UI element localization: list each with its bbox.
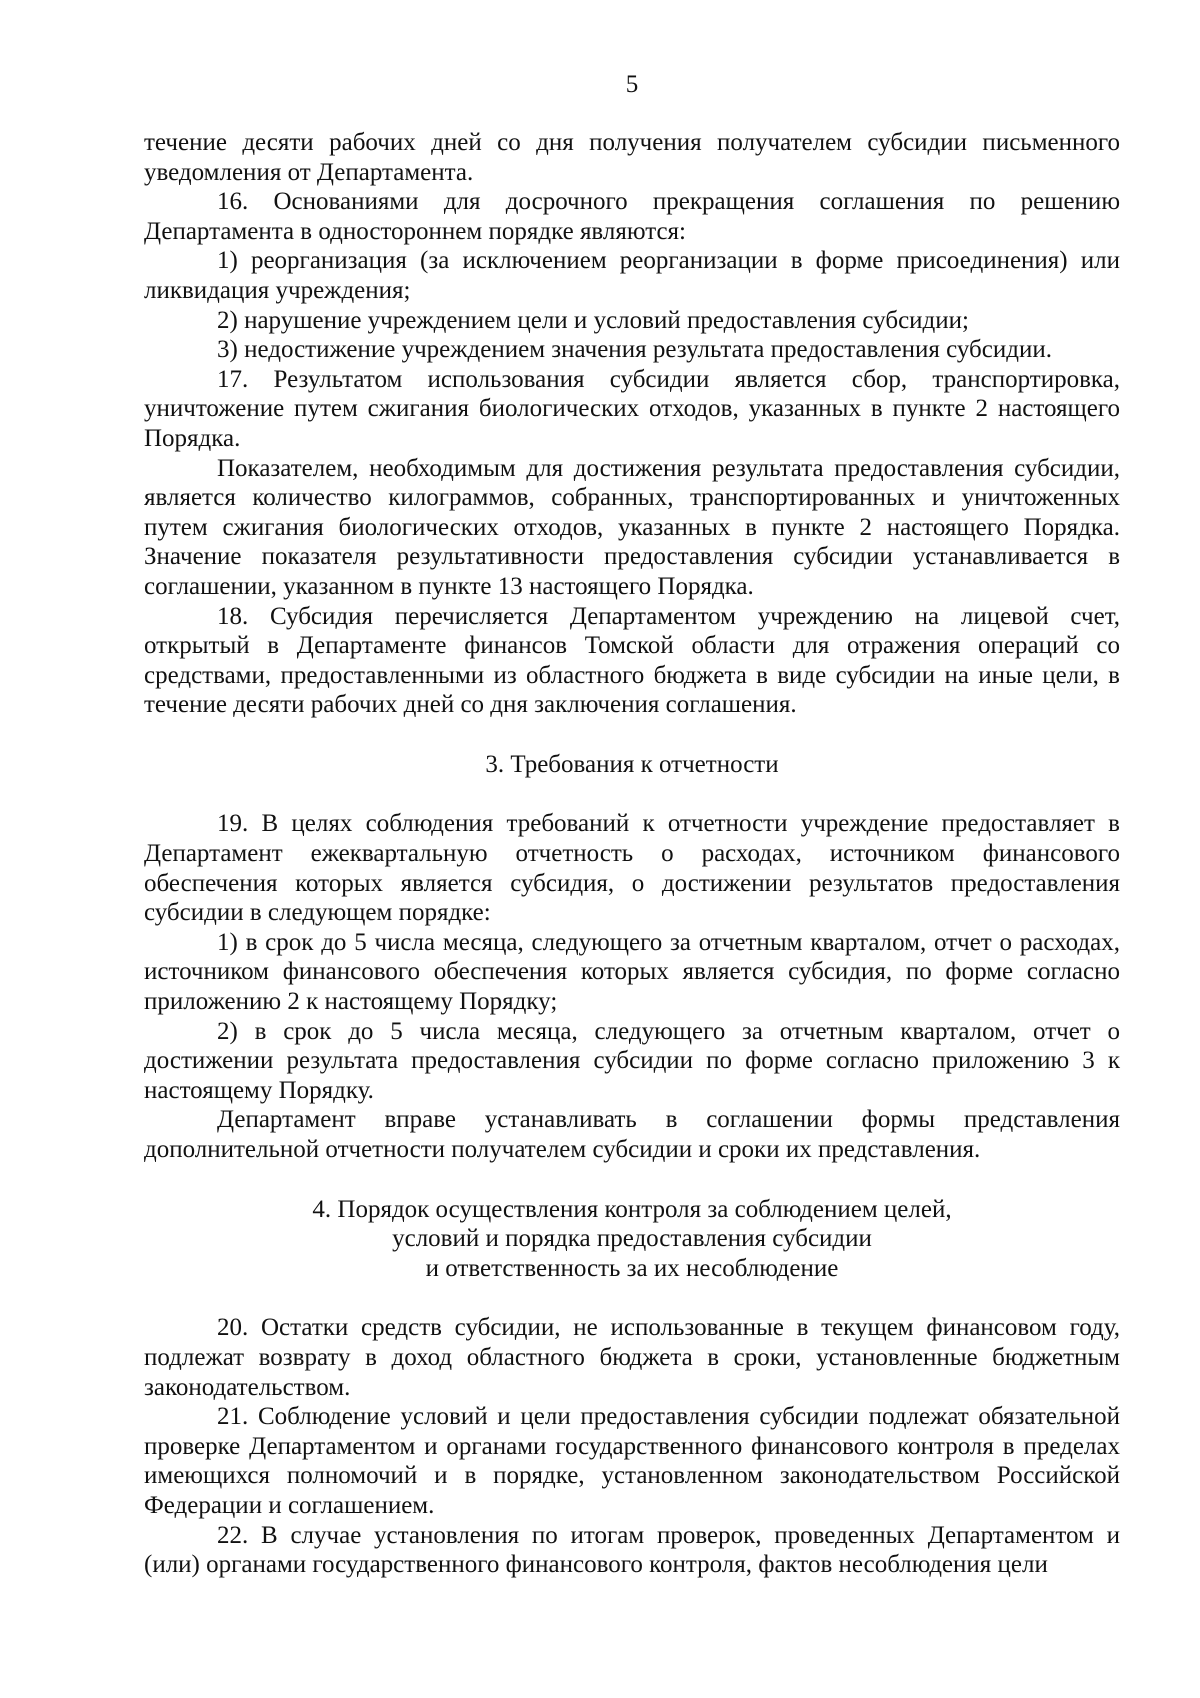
- paragraph-19-item-2: 2) в срок до 5 числа месяца, следующего за отчетным кварталом, отчет о достижении результата предоставления субсидии по форме согласно приложению 3 к настоящему Порядку.: [144, 1017, 1120, 1104]
- section-4-title-line-1: 4. Порядок осуществления контроля за соблюдением целей,: [312, 1195, 952, 1223]
- paragraph-19-item-1: 1) в срок до 5 числа месяца, следующего за отчетным кварталом, отчет о расходах, источником финансового обеспечения которых является субсидия, по форме согласно приложению 2 к настоящему Порядку;: [144, 928, 1120, 1016]
- section-4-title-line-3: и ответственность за их несоблюдение: [425, 1254, 839, 1282]
- page-number: 5: [625, 71, 639, 98]
- paragraph-16: 16. Основаниями для досрочного прекращения соглашения по решению Департамента в одностороннем порядке являются:: [144, 188, 1120, 245]
- section-4-title: [144, 1195, 1120, 1284]
- paragraph-17: 17. Результатом использования субсидии является сбор, транспортировка, уничтожение путем сжигания биологических отходов, указанных в пункте 2 настоящего Порядка.: [144, 365, 1120, 452]
- paragraph-18: 18. Субсидия перечисляется Департаментом учреждению на лицевой счет, открытый в Департаменте финансов Томской области для отражения операций со средствами, предоставленными из областного бюджета в виде субсидии на иные цели, в течение десяти рабочих дней со дня заключения соглашения.: [144, 602, 1120, 719]
- paragraph-16-item-1: 1) реорганизация (за исключением реорганизации в форме присоединения) или ликвидация учреждения;: [144, 247, 1120, 304]
- section-4-title-line-2: условий и порядка предоставления субсидии: [392, 1225, 872, 1253]
- paragraph-19-additional: Департамент вправе устанавливать в соглашении формы представления дополнительной отчетности получателем субсидии и сроки их представления.: [144, 1106, 1120, 1163]
- paragraph-17-indicator: Показателем, необходимым для достижения результата предоставления субсидии, является количество килограммов, собранных, транспортированных и уничтоженных путем сжигания биологических отходов, указанных в пункте 2 настоящего Порядка. Значение показателя результативности предоставления субсидии устанавливается в соглашении, указанном в пункте 13 настоящего Порядка.: [144, 454, 1120, 600]
- paragraph-16-item-3: 3) недостижение учреждением значения результата предоставления субсидии.: [217, 336, 1052, 364]
- document-body: [144, 128, 1120, 1580]
- paragraph-19: 19. В целях соблюдения требований к отчетности учреждение предоставляет в Департамент ежеквартальную отчетность о расходах, источником финансового обеспечения которых является субсидия, о достижении результатов предоставления субсидии в следующем порядке:: [144, 810, 1120, 927]
- paragraph-16-item-2: 2) нарушение учреждением цели и условий предоставления субсидии;: [217, 306, 969, 334]
- paragraph-21: 21. Соблюдение условий и цели предоставления субсидии подлежат обязательной проверке Департаментом и органами государственного финансового контроля в пределах имеющихся полномочий и в порядке, установленном законодательством Российской Федерации и соглашением.: [144, 1403, 1120, 1519]
- paragraph-20: 20. Остатки средств субсидии, не использованные в текущем финансовом году, подлежат возврату в доход областного бюджета в сроки, установленные бюджетным законодательством.: [144, 1314, 1120, 1401]
- section-3-title: 3. Требования к отчетности: [485, 750, 779, 778]
- paragraph-continuation: течение десяти рабочих дней со дня получения получателем субсидии письменного уведомления от Департамента.: [144, 129, 1120, 186]
- paragraph-22: 22. В случае установления по итогам проверок, проведенных Департаментом и (или) органами государственного финансового контроля, фактов несоблюдения цели: [144, 1521, 1120, 1579]
